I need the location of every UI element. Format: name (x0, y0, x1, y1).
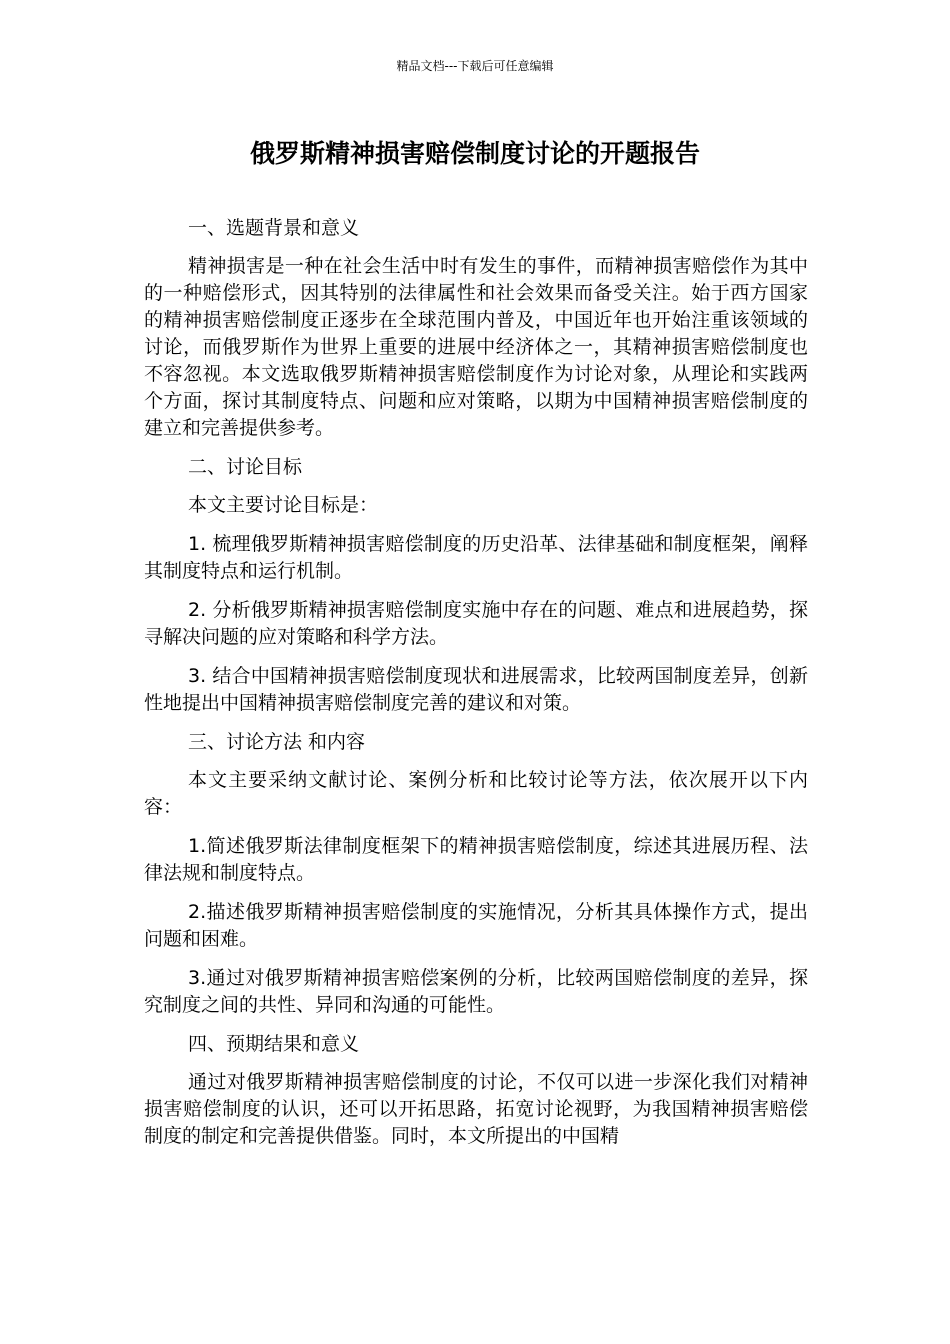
paragraph: 本文主要采纳文献讨论、案例分析和比较讨论等方法，依次展开以下内容： (144, 769, 808, 818)
list-item: 2.描述俄罗斯精神损害赔偿制度的实施情况，分析其具体操作方式，提出问题和困难。 (144, 901, 808, 950)
document-body (144, 211, 808, 1150)
section-heading: 四、预期结果和意义 (188, 1033, 360, 1055)
list-item: 3.通过对俄罗斯精神损害赔偿案例的分析，比较两国赔偿制度的差异，探究制度之间的共性、异同和沟通的可能性。 (144, 967, 808, 1016)
document-title: 俄罗斯精神损害赔偿制度讨论的开题报告 (249, 139, 700, 168)
paragraph: 通过对俄罗斯精神损害赔偿制度的讨论，不仅可以进一步深化我们对精神损害赔偿制度的认识，还可以开拓思路，拓宽讨论视野，为我国精神损害赔偿制度的制定和完善提供借鉴。同时，本文所提出的中国精 (144, 1071, 808, 1147)
section-heading: 二、讨论目标 (188, 456, 303, 478)
list-item: 1. 梳理俄罗斯精神损害赔偿制度的历史沿革、法律基础和制度框架，阐释其制度特点和运行机制。 (144, 533, 808, 582)
paragraph: 本文主要讨论目标是： (188, 494, 379, 516)
section-heading: 三、讨论方法 和内容 (188, 731, 366, 753)
list-item: 2. 分析俄罗斯精神损害赔偿制度实施中存在的问题、难点和进展趋势，探寻解决问题的应对策略和科学方法。 (144, 599, 808, 648)
paragraph: 精神损害是一种在社会生活中时有发生的事件，而精神损害赔偿作为其中的一种赔偿形式，因其特别的法律属性和社会效果而备受关注。始于西方国家的精神损害赔偿制度正逐步在全球范围内普及，中国近年也开始注重该领域的讨论，而俄罗斯作为世界上重要的进展中经济体之一，其精神损害赔偿制度也不容忽视。本文选取俄罗斯精神损害赔偿制度作为讨论对象，从理论和实践两个方面，探讨其制度特点、问题和应对策略，以期为中国精神损害赔偿制度的建立和完善提供参考。 (144, 255, 808, 439)
header-note: 精品文档---下载后可任意编辑 (396, 59, 554, 73)
list-item: 3. 结合中国精神损害赔偿制度现状和进展需求，比较两国制度差异，创新性地提出中国精神损害赔偿制度完善的建议和对策。 (144, 665, 808, 714)
section-heading: 一、选题背景和意义 (188, 217, 360, 239)
list-item: 1.简述俄罗斯法律制度框架下的精神损害赔偿制度，综述其进展历程、法律法规和制度特点。 (144, 835, 808, 884)
